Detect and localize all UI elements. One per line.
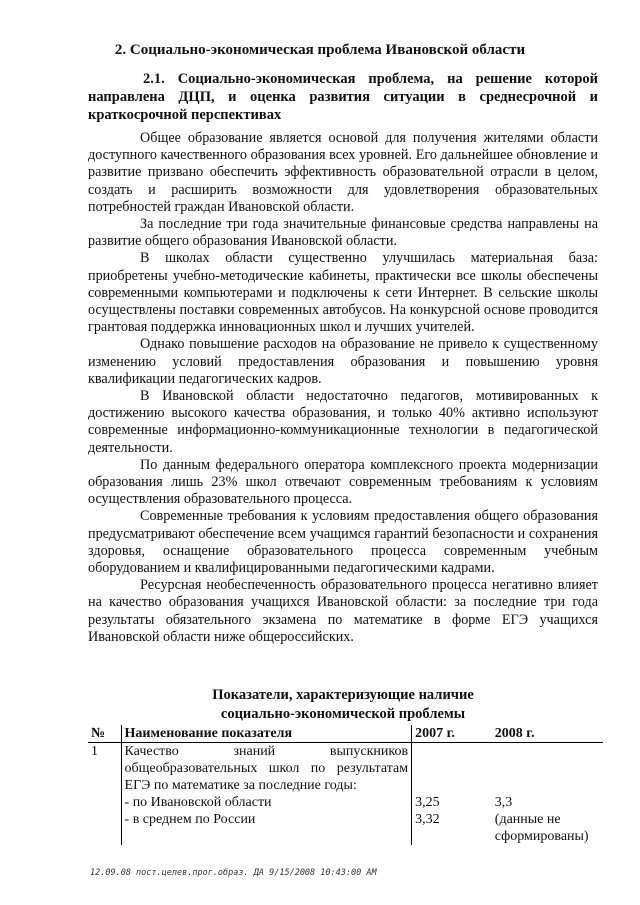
page-footer: 12.09.08 пост.целев.прог.образ. ДА 9/15/2008 10:43:00 AM [90,868,377,878]
paragraph: Современные требования к условиям предоставления общего образования предусматривают обеспечение всем учащимся гарантий безопасности и сохранения здоровья, оснащение образовательного процесса современным учебным оборудованием и квалифицированными педагогическими кадрами. [88,508,598,577]
paragraph: В Ивановской области недостаточно педагогов, мотивированных к достижению высокого качества образования, и только 40% активно используют современные информационно-коммуникационные технологии в педагогической деятельности. [88,388,598,456]
table-row [88,811,603,845]
row-sub-2008: 3,3 [494,795,513,810]
header-2007: 2007 г. [412,725,492,743]
header-2008: 2008 г. [492,725,603,743]
row-sub-2008: (данные не сформированы) [494,812,589,844]
row-sub-label: - в среднем по России [121,811,412,845]
table-header-row [88,725,603,743]
row-sub-2007: 3,25 [415,795,440,810]
row-name: Качество знаний выпускников общеобразовательных школ по результатам ЕГЭ по математике за последние годы: [121,743,412,795]
paragraph: Ресурсная необеспеченность образовательного процесса негативно влияет на качество образования учащихся Ивановской области: за последние три года результаты обязательного экзамена по математике в форме ЕГЭ учащихся Ивановской области ниже общероссийских. [88,577,598,645]
paragraph: Общее образование является основой для получения жителями области доступного качественного образования всех уровней. Его дальнейшее обновление и развитие призвано обеспечить эффективность образовательной отрасли в целом, создать и расширить возможности для удовлетворения образовательных потребностей граждан Ивановской области. [88,130,598,215]
row-num: 1 [88,743,121,795]
header-name: Наименование показателя [121,725,412,743]
paragraph: По данным федерального оператора комплексного проекта модернизации образования лишь 23% школ отвечают современным требованиям к условиям осуществления образовательного процесса. [88,456,598,508]
paragraph: Однако повышение расходов на образование не привело к существенному изменению условий предоставления образования и повышению уровня квалификации педагогических кадров. [88,336,598,387]
header-num: № [88,725,121,743]
table-caption-line: Показатели, характеризующие наличие [212,687,474,703]
table-row [88,743,603,795]
row-sub-2007: 3,32 [415,812,440,827]
subsection-heading: 2.1. Социально-экономическая проблема, на решение которой направлена ДЦП, и оценка развития ситуации в среднесрочной и краткосрочной перспективах [88,71,598,123]
table-row [88,794,603,811]
row-sub-label: - по Ивановской области [121,794,412,811]
table-caption [88,686,598,724]
table-caption-line: социально-экономической проблемы [220,706,466,722]
section-heading: 2. Социально-экономическая проблема Ивановской области [114,42,526,58]
paragraph: За последние три года значительные финансовые средства направлены на развитие общего образования Ивановской области. [88,216,598,250]
body-text [88,130,598,646]
paragraph: В школах области существенно улучшилась материальная база: приобретены учебно-методические кабинеты, практически все школы обеспечены современными компьютерами и подключены к сети Интернет. В сельские школы осуществлены поставки современных автобусов. На конкурсной основе проводится грантовая поддержка инновационных школ и лучших учителей. [88,250,598,336]
indicators-table [88,725,603,845]
